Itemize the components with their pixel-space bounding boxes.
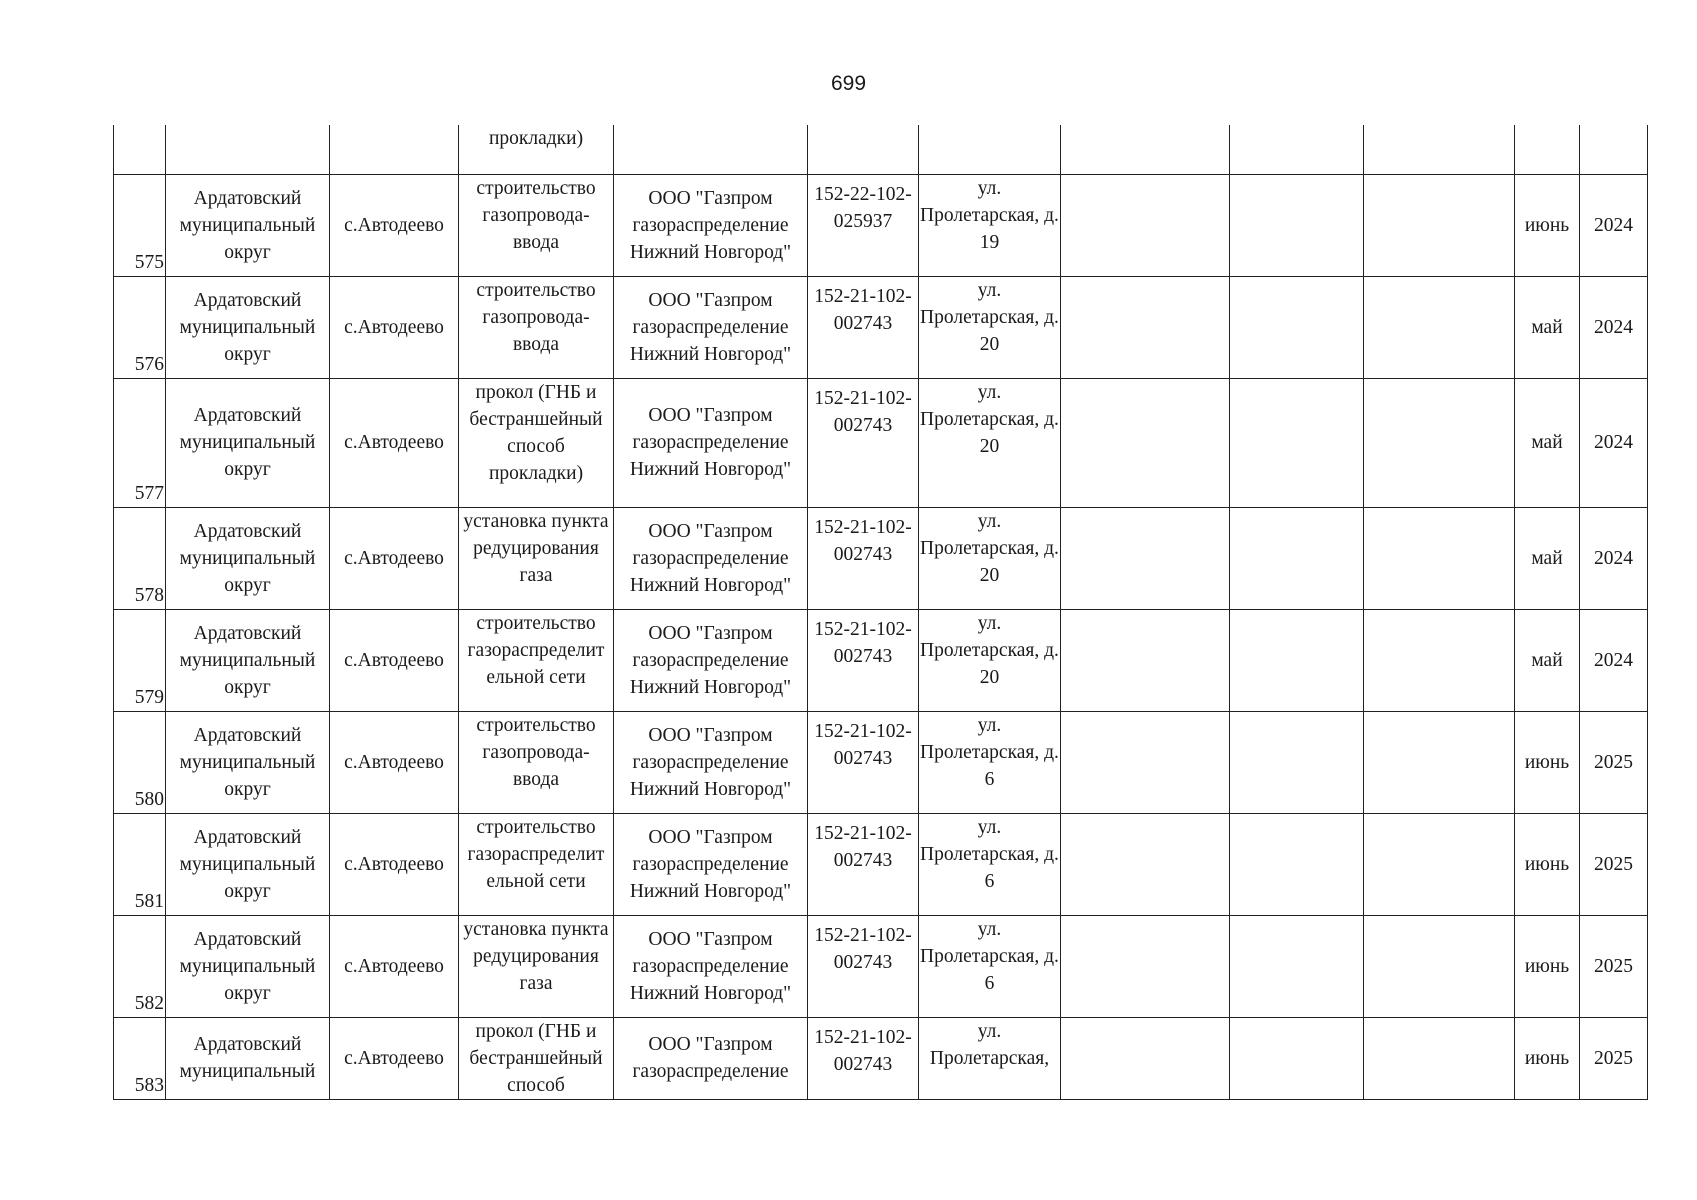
cell-address: ул. Пролетарская, д. 20 — [919, 276, 1061, 378]
cell-object: строительство газопровода- ввода — [459, 174, 614, 276]
cell-empty — [1364, 378, 1515, 507]
cell-district: Ардатовский муниципальный округ — [166, 609, 330, 711]
cell-empty — [1061, 609, 1230, 711]
cell-empty — [1230, 1017, 1364, 1099]
cell-object: строительство газораспределит ельной сети — [459, 609, 614, 711]
cell-object: строительство газопровода- ввода — [459, 711, 614, 813]
cell-project-number: 152-21-102- 002743 — [808, 1017, 919, 1099]
cell-address: ул. Пролетарская, д. 20 — [919, 609, 1061, 711]
cell-locality: с.Автодеево — [330, 915, 459, 1017]
cell-organization: ООО "Газпром газораспределение Нижний Новгород" — [614, 813, 808, 915]
cell-object: прокладки) — [459, 125, 614, 174]
cell-district: Ардатовский муниципальный округ — [166, 378, 330, 507]
table-row — [114, 915, 1648, 1017]
cell-locality: с.Автодеево — [330, 1017, 459, 1099]
cell-number: 578 — [114, 507, 166, 609]
cell-year: 2025 — [1580, 813, 1648, 915]
cell-object: строительство газораспределит ельной сети — [459, 813, 614, 915]
cell-month: май — [1515, 378, 1580, 507]
table-row — [114, 609, 1648, 711]
cell-empty — [1364, 1017, 1515, 1099]
cell-object: прокол (ГНБ и бестраншейный способ — [459, 1017, 614, 1099]
cell-project-number: 152-21-102- 002743 — [808, 711, 919, 813]
cell-object: прокол (ГНБ и бестраншейный способ прокладки) — [459, 378, 614, 507]
cell-month: июнь — [1515, 711, 1580, 813]
table-row — [114, 174, 1648, 276]
table-row-continuation — [114, 125, 1648, 174]
cell-year: 2024 — [1580, 609, 1648, 711]
cell-number: 581 — [114, 813, 166, 915]
cell-project-number: 152-21-102- 002743 — [808, 915, 919, 1017]
cell-year: 2024 — [1580, 174, 1648, 276]
table-row — [114, 507, 1648, 609]
cell-number: 582 — [114, 915, 166, 1017]
cell-object: установка пункта редуцирования газа — [459, 507, 614, 609]
cell-address: ул. Пролетарская, д. 6 — [919, 915, 1061, 1017]
cell-empty — [1230, 813, 1364, 915]
cell-district: Ардатовский муниципальный округ — [166, 711, 330, 813]
cell-object: строительство газопровода- ввода — [459, 276, 614, 378]
page-number: 699 — [830, 72, 867, 95]
cell-month: июнь — [1515, 174, 1580, 276]
cell-locality: с.Автодеево — [330, 813, 459, 915]
cell-project-number: 152-22-102- 025937 — [808, 174, 919, 276]
cell-number: 583 — [114, 1017, 166, 1099]
cell-number: 575 — [114, 174, 166, 276]
cell-month: май — [1515, 609, 1580, 711]
cell-year: 2024 — [1580, 276, 1648, 378]
cell-empty — [1061, 915, 1230, 1017]
cell-organization: ООО "Газпром газораспределение Нижний Новгород" — [614, 378, 808, 507]
cell-empty — [1364, 915, 1515, 1017]
cell-month: июнь — [1515, 1017, 1580, 1099]
cell-empty — [1364, 507, 1515, 609]
cell-locality: с.Автодеево — [330, 174, 459, 276]
cell-project-number: 152-21-102- 002743 — [808, 378, 919, 507]
cell-empty — [1061, 276, 1230, 378]
cell-empty — [1230, 174, 1364, 276]
cell-month: июнь — [1515, 813, 1580, 915]
cell-district: Ардатовский муниципальный округ — [166, 915, 330, 1017]
cell-address: ул. Пролетарская, — [919, 1017, 1061, 1099]
cell-address: ул. Пролетарская, д. 19 — [919, 174, 1061, 276]
cell-locality: с.Автодеево — [330, 276, 459, 378]
cell-organization: ООО "Газпром газораспределение Нижний Новгород" — [614, 276, 808, 378]
cell-empty — [1061, 174, 1230, 276]
cell-organization: ООО "Газпром газораспределение Нижний Новгород" — [614, 174, 808, 276]
table-row — [114, 711, 1648, 813]
cell-project-number: 152-21-102- 002743 — [808, 813, 919, 915]
cell-number: 580 — [114, 711, 166, 813]
cell-organization: ООО "Газпром газораспределение Нижний Новгород" — [614, 711, 808, 813]
cell-year: 2025 — [1580, 711, 1648, 813]
cell-year: 2025 — [1580, 1017, 1648, 1099]
cell-empty — [1364, 813, 1515, 915]
cell-address: ул. Пролетарская, д. 20 — [919, 378, 1061, 507]
cell-project-number: 152-21-102- 002743 — [808, 276, 919, 378]
cell-empty — [1230, 378, 1364, 507]
cell-project-number: 152-21-102- 002743 — [808, 609, 919, 711]
cell-locality: с.Автодеево — [330, 378, 459, 507]
cell-month: июнь — [1515, 915, 1580, 1017]
cell-empty — [1364, 609, 1515, 711]
cell-empty — [1061, 378, 1230, 507]
cell-year: 2024 — [1580, 378, 1648, 507]
cell-organization: ООО "Газпром газораспределение Нижний Новгород" — [614, 915, 808, 1017]
cell-number: 576 — [114, 276, 166, 378]
cell-empty — [1061, 507, 1230, 609]
cell-empty — [1061, 711, 1230, 813]
cell-empty — [1061, 813, 1230, 915]
cell-district: Ардатовский муниципальный округ — [166, 174, 330, 276]
cell-empty — [1364, 276, 1515, 378]
cell-district: Ардатовский муниципальный округ — [166, 507, 330, 609]
cell-empty — [1230, 915, 1364, 1017]
cell-district: Ардатовский муниципальный округ — [166, 276, 330, 378]
cell-empty — [1230, 507, 1364, 609]
table-row — [114, 378, 1648, 507]
cell-empty — [1230, 609, 1364, 711]
data-table — [113, 125, 1648, 1100]
cell-address: ул. Пролетарская, д. 20 — [919, 507, 1061, 609]
cell-address: ул. Пролетарская, д. 6 — [919, 813, 1061, 915]
table-row — [114, 813, 1648, 915]
cell-project-number: 152-21-102- 002743 — [808, 507, 919, 609]
cell-locality: с.Автодеево — [330, 507, 459, 609]
table-row — [114, 1017, 1648, 1099]
cell-year: 2024 — [1580, 507, 1648, 609]
cell-address: ул. Пролетарская, д. 6 — [919, 711, 1061, 813]
cell-month: май — [1515, 276, 1580, 378]
cell-number: 579 — [114, 609, 166, 711]
cell-empty — [1230, 276, 1364, 378]
cell-number: 577 — [114, 378, 166, 507]
cell-organization: ООО "Газпром газораспределение Нижний Новгород" — [614, 609, 808, 711]
cell-month: май — [1515, 507, 1580, 609]
table-row — [114, 276, 1648, 378]
cell-empty — [1364, 174, 1515, 276]
cell-locality: с.Автодеево — [330, 711, 459, 813]
cell-object: установка пункта редуцирования газа — [459, 915, 614, 1017]
cell-organization: ООО "Газпром газораспределение — [614, 1017, 808, 1099]
cell-locality: с.Автодеево — [330, 609, 459, 711]
cell-empty — [1061, 1017, 1230, 1099]
cell-district: Ардатовский муниципальный округ — [166, 813, 330, 915]
cell-organization: ООО "Газпром газораспределение Нижний Новгород" — [614, 507, 808, 609]
cell-year: 2025 — [1580, 915, 1648, 1017]
cell-empty — [1364, 711, 1515, 813]
cell-district: Ардатовский муниципальный — [166, 1017, 330, 1099]
cell-empty — [1230, 711, 1364, 813]
